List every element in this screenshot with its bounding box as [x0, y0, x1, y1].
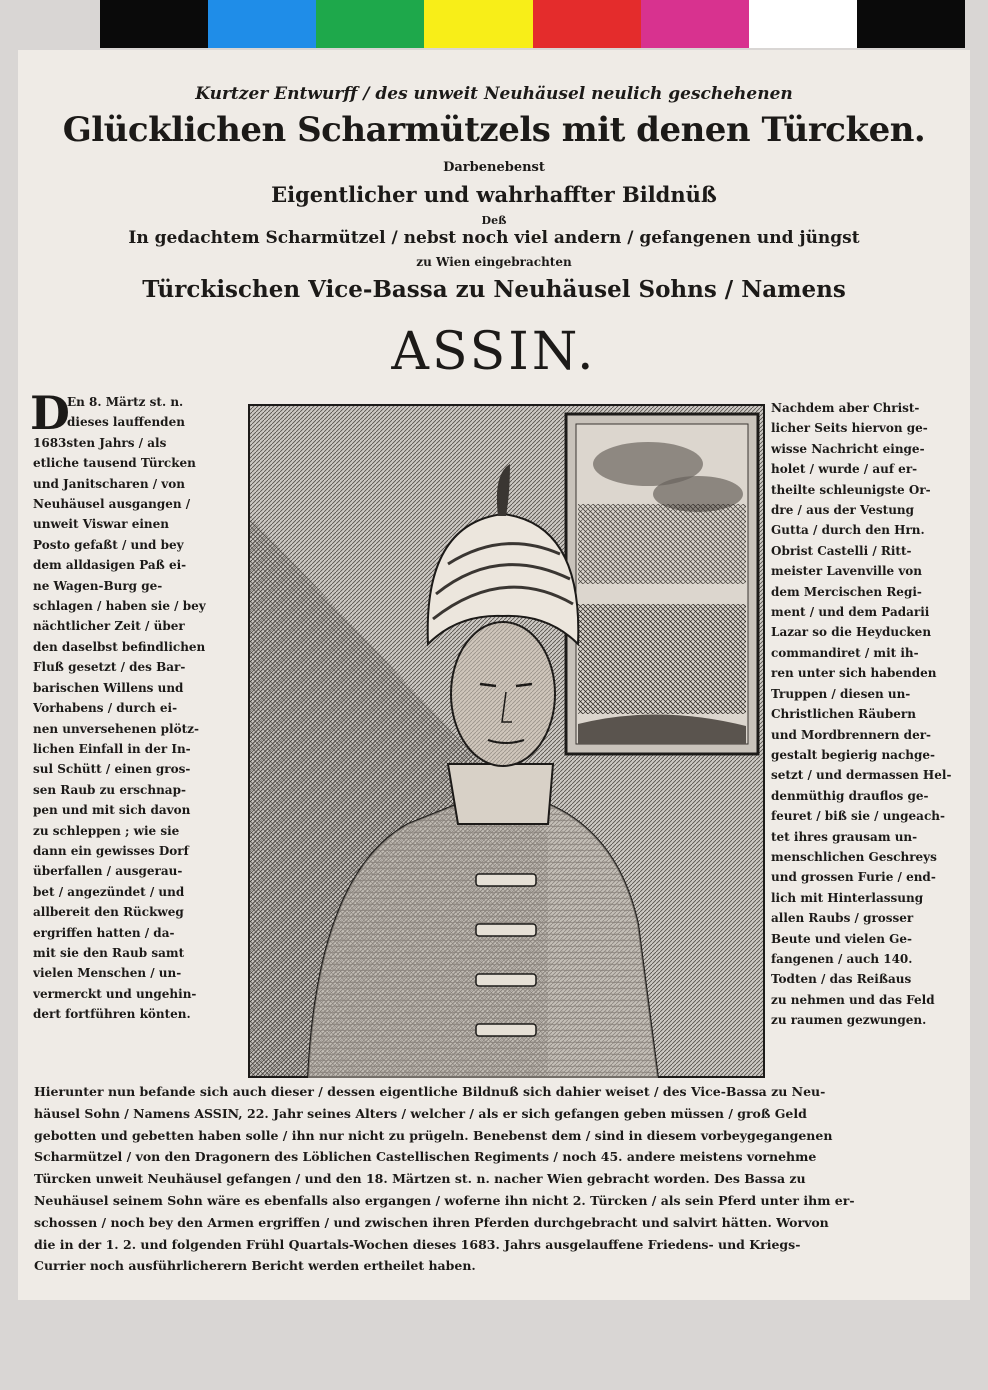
bottom-text-line: schossen / noch bey den Armen ergriffen / und zwischen ihren Pferden durchgebracht und salvirt hätten. Worvon	[34, 1214, 829, 1230]
left-column-line: Vorhabens / durch ei-	[33, 701, 178, 716]
left-column-line: mit sie den Raub samt	[33, 945, 185, 960]
bottom-text-line: Currier noch ausführlicherern Bericht werden ertheilet haben.	[34, 1258, 476, 1274]
right-column-line: allen Raubs / grosser	[771, 911, 914, 926]
left-column-line: barischen Willens und	[33, 680, 184, 695]
right-column-line: dre / aus der Vestung	[771, 503, 915, 518]
left-column-line: Neuhäusel ausgangen /	[33, 497, 191, 512]
left-column-line: und Janitscharen / von	[33, 476, 185, 491]
right-column-line: ren unter sich habenden	[771, 666, 937, 681]
bottom-paragraph	[34, 1081, 964, 1277]
title-line-8: Türckischen Vice-Bassa zu Neuhäusel Sohns / Namens	[142, 276, 846, 303]
left-column-line: pen und mit sich davon	[33, 803, 191, 818]
left-column-line: sen Raub zu erschnap-	[33, 782, 186, 797]
right-column-line: und Mordbrennern der-	[771, 727, 932, 742]
bottom-text-line: die in der 1. 2. und folgenden Frühl Quartals-Wochen dieses 1683. Jahrs ausgelauffene Friedens- und Kriegs-	[34, 1236, 801, 1252]
title-line-5: Deß	[481, 214, 507, 227]
left-column-line: unweit Viswar einen	[33, 517, 169, 532]
left-column-line: Fluß gesetzt / des Bar-	[33, 660, 186, 675]
right-column-line: Obrist Castelli / Ritt-	[771, 543, 912, 558]
bottom-text-line: Neuhäusel seinem Sohn wäre es ebenfalls also ergangen / woferne ihn nicht 2. Türcken / als sein Pferd unter ihm er-	[34, 1192, 855, 1208]
right-column-line: denmüthig drauflos ge-	[771, 788, 929, 803]
left-column-line: etliche tausend Türcken	[33, 456, 196, 471]
left-column-line: überfallen / ausgerau-	[33, 864, 183, 879]
title-line-4: Eigentlicher und wahrhaffter Bildnüß	[271, 182, 717, 207]
right-column-line: Truppen / diesen un-	[771, 686, 911, 701]
right-column-line: lich mit Hinterlassung	[771, 890, 924, 905]
right-column-line: feuret / biß sie / ungeach-	[771, 809, 945, 824]
right-column-line: holet / wurde / auf er-	[771, 462, 918, 477]
left-column-line: dann ein gewisses Dorf	[33, 843, 189, 858]
swatch-green	[316, 0, 424, 48]
right-column-line: commandiret / mit ih-	[771, 645, 919, 660]
left-column-line: vielen Menschen / un-	[33, 966, 182, 981]
swatch-white	[749, 0, 857, 48]
right-column-line: setzt / und dermassen Hel-	[771, 768, 952, 783]
left-column-line: vermerckt und ungehin-	[33, 986, 197, 1001]
right-column-line: wisse Nachricht einge-	[771, 441, 925, 456]
title-line-1: Kurtzer Entwurff / des unweit Neuhäusel neulich geschehenen	[195, 84, 793, 104]
right-column-line: Lazar so die Heyducken	[771, 625, 932, 640]
swatch-yellow	[424, 0, 532, 48]
left-column-line: 1683sten Jahrs / als	[33, 435, 167, 450]
left-column-line: ne Wagen-Burg ge-	[33, 578, 163, 593]
right-column-line: Gutta / durch den Hrn.	[771, 523, 925, 538]
right-column-line: zu nehmen und das Feld	[771, 992, 935, 1007]
left-column-line: sul Schütt / einen gros-	[33, 762, 191, 777]
right-column-line: ment / und dem Padarii	[771, 605, 930, 620]
right-column-line: gestalt begierig nachge-	[771, 747, 935, 762]
left-column-line: nen unversehenen plötz-	[33, 721, 199, 736]
bottom-text-line: gebotten und gebetten haben solle / ihn nur nicht zu prügeln. Benebenst dem / sind in diesem vorbeygegangenen	[34, 1127, 833, 1143]
right-column-line: fangenen / auch 140.	[771, 951, 913, 966]
left-column-line: schlagen / haben sie / bey	[33, 599, 206, 614]
bottom-text-line: Scharmützel / von den Dragonern des Löblichen Castellischen Regiments / noch 45. andere meistens vornehme	[34, 1149, 817, 1165]
right-column-line: und grossen Furie / end-	[771, 870, 936, 885]
left-column-line: allbereit den Rückweg	[33, 905, 184, 920]
title-line-7: zu Wien eingebrachten	[416, 255, 572, 269]
swatch-black-2	[857, 0, 965, 48]
swatch-blue	[208, 0, 316, 48]
left-column-line: dert fortführen könten.	[33, 1007, 191, 1022]
portrait-engraving	[248, 404, 765, 1078]
left-column-line: ergriffen hatten / da-	[33, 925, 175, 940]
swatch-magenta	[641, 0, 749, 48]
left-column-line: bet / angezündet / und	[33, 884, 185, 899]
right-column-line: Nachdem aber Christ-	[771, 401, 920, 415]
title-line-2: Glücklichen Scharmützels mit denen Türcken.	[62, 110, 926, 150]
title-name-assin: ASSIN.	[391, 322, 597, 382]
right-text-column	[771, 398, 971, 1031]
left-column-line: En 8. Märtz st. n.	[67, 395, 184, 409]
title-line-3: Darbenebenst	[443, 160, 545, 175]
left-column-line: nächtlicher Zeit / über	[33, 619, 185, 634]
left-column-line: den daselbst befindlichen	[33, 639, 206, 654]
title-line-6: In gedachtem Scharmützel / nebst noch viel andern / gefangenen und jüngst	[128, 228, 860, 248]
right-column-line: menschlichen Geschreys	[771, 849, 937, 864]
color-calibration-strip	[100, 0, 965, 48]
right-column-line: tet ihres grausam un-	[771, 829, 918, 844]
right-column-line: meister Lavenville von	[771, 564, 923, 579]
right-column-line: Beute und vielen Ge-	[771, 931, 912, 946]
bottom-text-line: häusel Sohn / Namens ASSIN, 22. Jahr seines Alters / welcher / als er sich gefangen geben müssen / groß Geld	[34, 1105, 807, 1121]
battle-scene-inset	[566, 414, 758, 754]
right-column-line: theilte schleunigste Or-	[771, 482, 931, 497]
right-column-line: zu raumen gezwungen.	[771, 1013, 927, 1028]
swatch-red	[533, 0, 641, 48]
bottom-text-line: Türcken unweit Neuhäusel gefangen / und den 18. Märtzen st. n. nacher Wien gebracht worden. Des Bassa zu	[34, 1171, 806, 1187]
left-column-line: zu schleppen ; wie sie	[33, 823, 180, 838]
left-column-line: dem alldasigen Paß ei-	[33, 558, 187, 573]
left-column-line: lichen Einfall in der In-	[33, 741, 191, 756]
left-column-line: Posto gefaßt / und bey	[33, 537, 184, 552]
left-column-line: dieses lauffenden	[67, 415, 185, 430]
right-column-line: Todten / das Reißaus	[771, 972, 912, 987]
right-column-line: Christlichen Räubern	[771, 707, 916, 722]
drop-cap: D	[30, 386, 70, 440]
bottom-text-line: Hierunter nun befande sich auch dieser / dessen eigentliche Bildnuß sich dahier weiset / des Vice-Bassa zu Neu-	[34, 1084, 826, 1099]
left-text-column	[33, 392, 245, 1025]
swatch-black	[100, 0, 208, 48]
right-column-line: licher Seits hiervon ge-	[771, 421, 928, 436]
right-column-line: dem Mercischen Regi-	[771, 584, 922, 599]
